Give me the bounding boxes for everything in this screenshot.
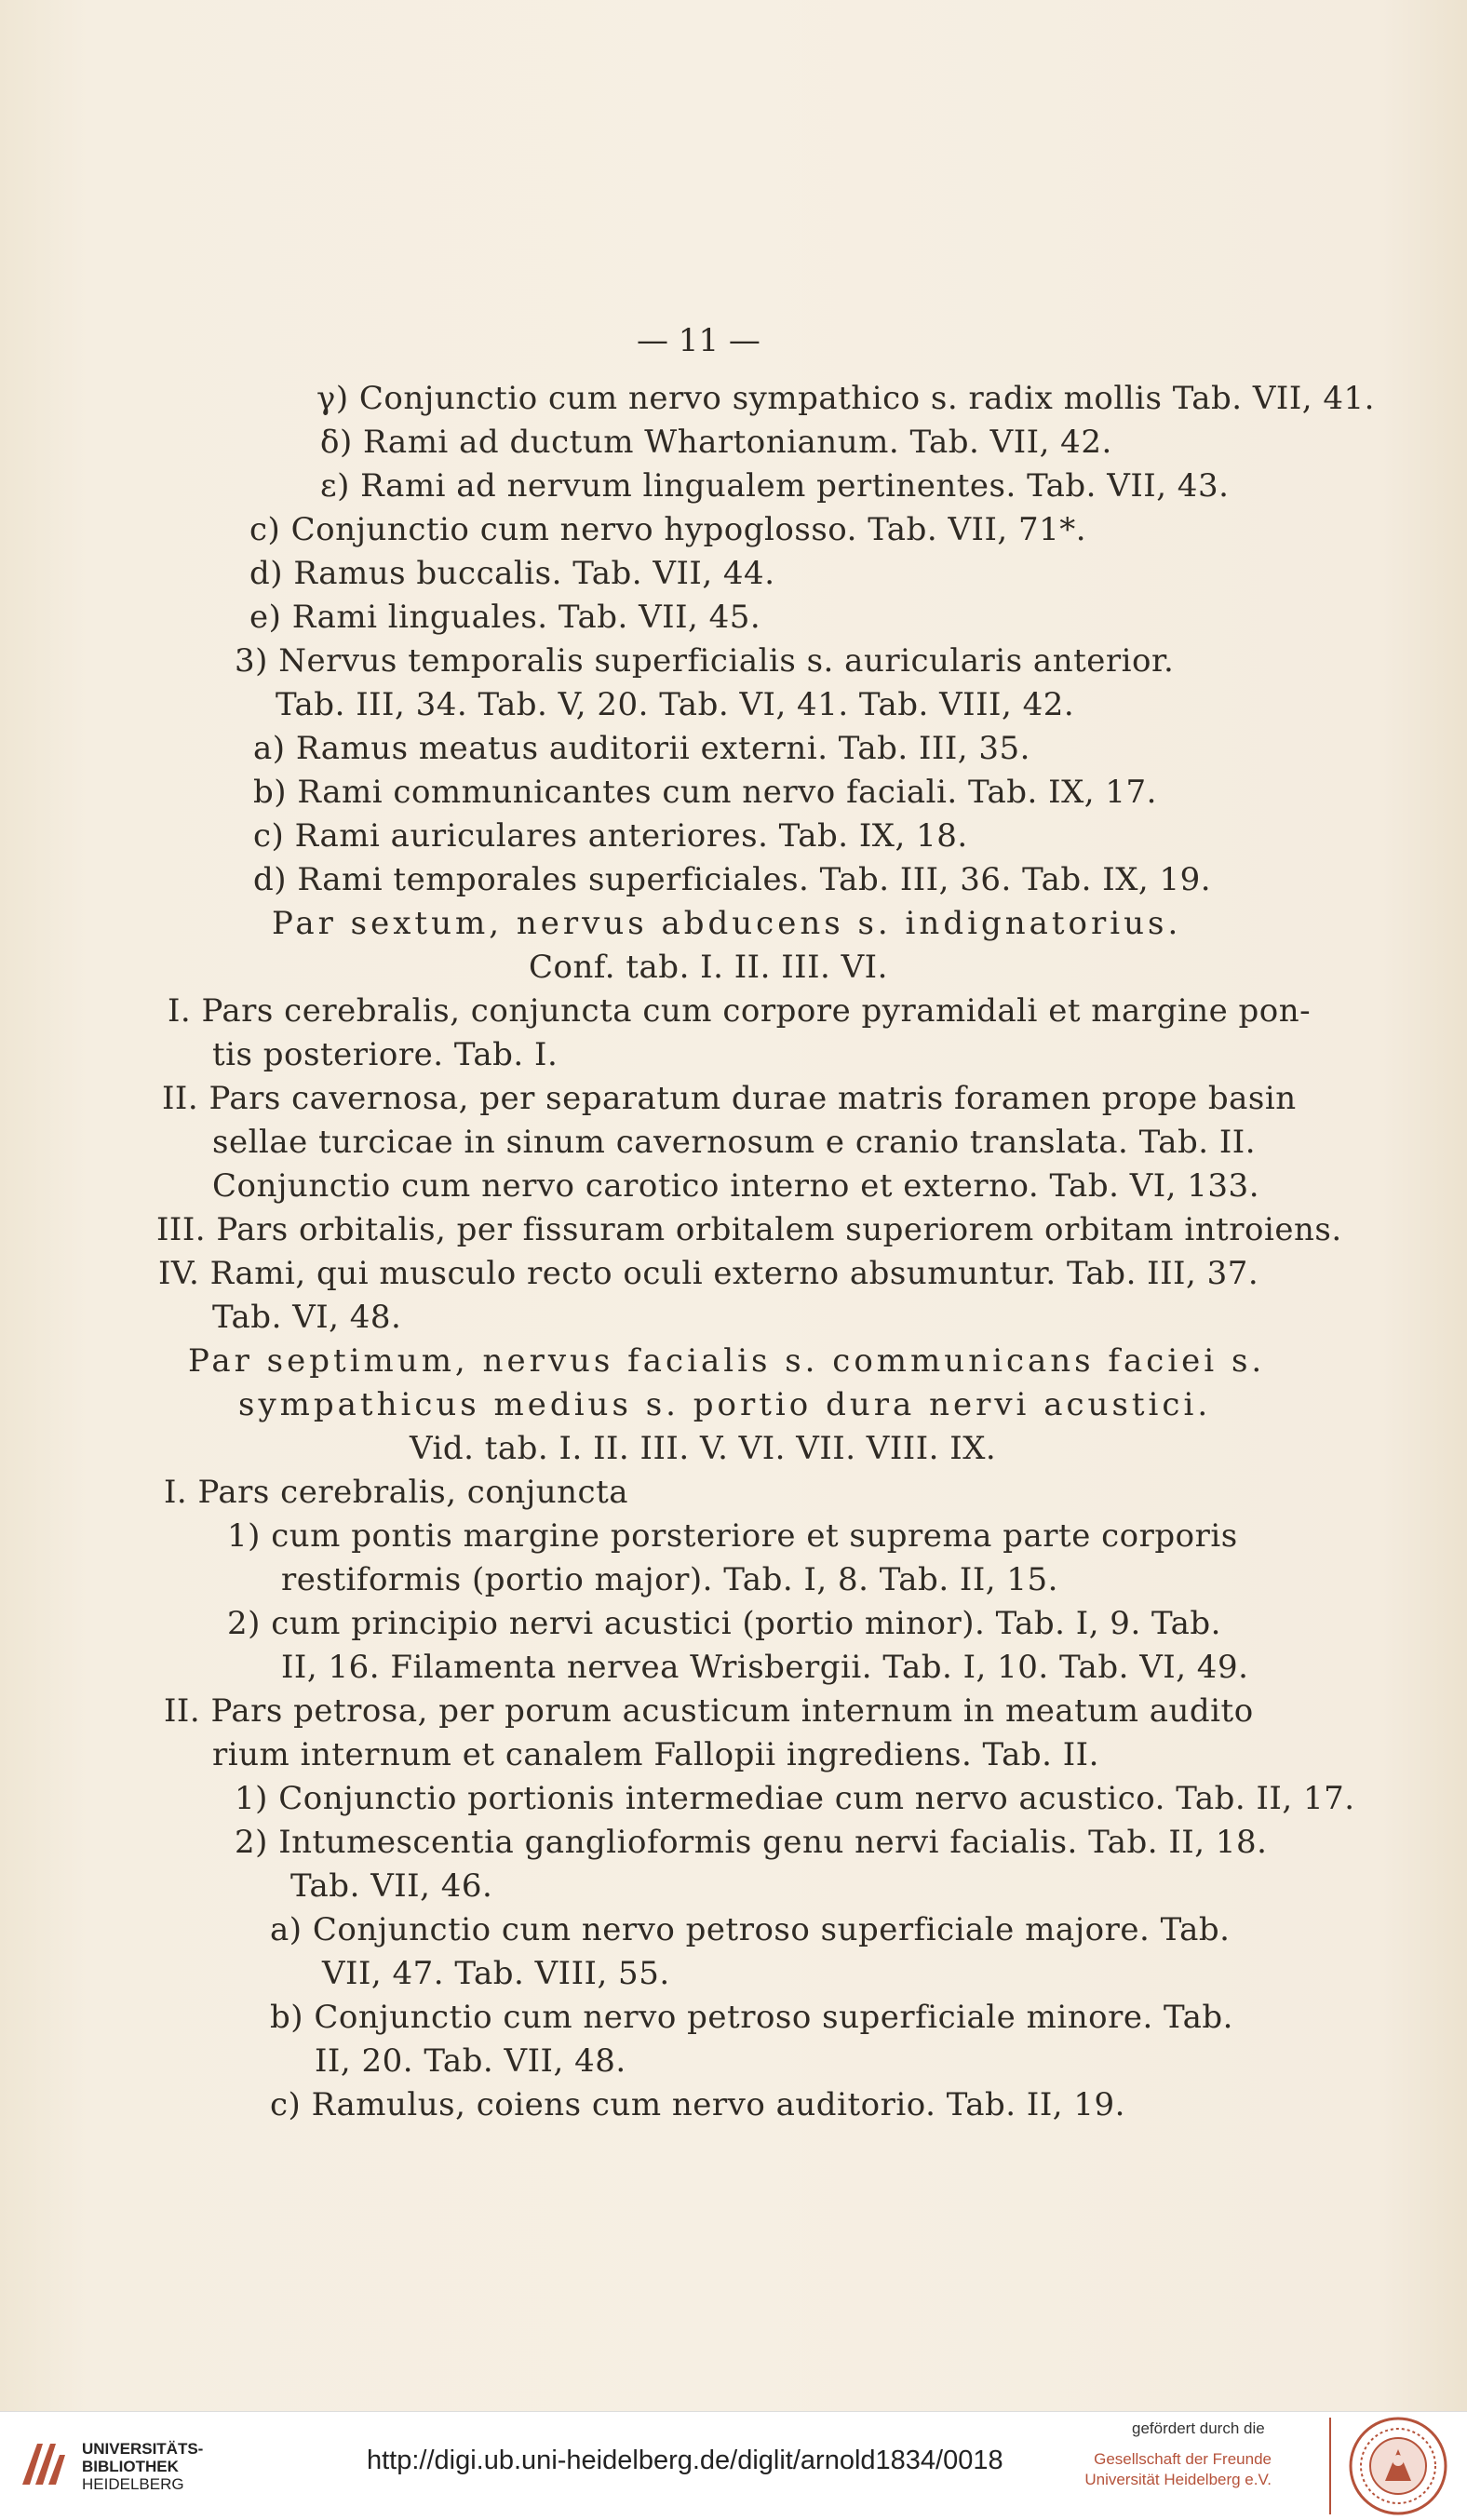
page-number: — 11 — (637, 322, 760, 359)
text-line: rium internum et canalem Fallopii ingrediens. Tab. II. (212, 1736, 1099, 1773)
sponsor-name: Gesellschaft der Freunde Universität Heidelberg e.V. (1084, 2450, 1272, 2488)
text-line: II. Pars petrosa, per porum acusticum internum in meatum audito (164, 1692, 1254, 1730)
text-line: c) Ramulus, coiens cum nervo auditorio. Tab. II, 19. (270, 2086, 1125, 2123)
text-line: I. Pars cerebralis, conjuncta cum corpore pyramidali et margine pon- (168, 992, 1312, 1030)
footer-divider (1329, 2418, 1331, 2514)
text-line: II, 20. Tab. VII, 48. (315, 2042, 626, 2080)
text-line: tis posteriore. Tab. I. (212, 1036, 559, 1073)
text-line: Conf. tab. I. II. III. VI. (529, 949, 888, 986)
text-line: sellae turcicae in sinum cavernosum e cranio translata. Tab. II. (212, 1124, 1257, 1161)
university-seal-icon (1348, 2416, 1448, 2516)
text-line: c) Rami auriculares anteriores. Tab. IX, 18. (253, 817, 968, 855)
text-line: δ) Rami ad ductum Whartonianum. Tab. VII, 42. (320, 424, 1112, 461)
text-line: 3) Nervus temporalis superficialis s. auricularis anterior. (235, 642, 1175, 680)
text-line: II. Pars cavernosa, per separatum durae matris foramen prope basin (162, 1080, 1297, 1117)
text-line: Tab. VI, 48. (212, 1299, 402, 1336)
text-line: a) Conjunctio cum nervo petroso superficiale majore. Tab. (270, 1911, 1231, 1948)
text-line: restiformis (portio major). Tab. I, 8. Tab. II, 15. (281, 1561, 1058, 1598)
text-line: 1) cum pontis margine porsteriore et suprema parte corporis (227, 1517, 1238, 1555)
digitization-footer (0, 2411, 1467, 2520)
text-line: ε) Rami ad nervum lingualem pertinentes. Tab. VII, 43. (320, 467, 1230, 505)
text-line: b) Conjunctio cum nervo petroso superficiale minore. Tab. (270, 1999, 1233, 2036)
sponsor-intro: gefördert durch die (1132, 2419, 1265, 2437)
library-name: UNIVERSITÄTS- BIBLIOTHEK HEIDELBERG (82, 2440, 204, 2493)
text-line: Vid. tab. I. II. III. V. VI. VII. VIII. IX. (410, 1430, 997, 1467)
text-line: γ) Conjunctio cum nervo sympathico s. radix mollis Tab. VII, 41. (316, 380, 1375, 417)
section-heading: Par sextum, nervus abducens s. indignatorius. (272, 905, 1182, 942)
section-heading: sympathicus medius s. portio dura nervi acustici. (238, 1386, 1212, 1423)
text-line: Tab. VII, 46. (290, 1867, 493, 1905)
text-line: 1) Conjunctio portionis intermediae cum nervo acustico. Tab. II, 17. (235, 1780, 1355, 1817)
university-library-logo (13, 2436, 71, 2494)
text-line: e) Rami linguales. Tab. VII, 45. (249, 599, 761, 636)
text-line: Conjunctio cum nervo carotico interno et externo. Tab. VI, 133. (212, 1167, 1259, 1205)
text-line: a) Ramus meatus auditorii externi. Tab. III, 35. (253, 730, 1030, 767)
section-heading: Par septimum, nervus facialis s. communicans faciei s. (188, 1342, 1266, 1380)
text-line: IV. Rami, qui musculo recto oculi externo absumuntur. Tab. III, 37. (158, 1255, 1259, 1292)
text-line: d) Rami temporales superficiales. Tab. III, 36. Tab. IX, 19. (253, 861, 1212, 898)
text-line: I. Pars cerebralis, conjuncta (164, 1474, 629, 1511)
text-line: III. Pars orbitalis, per fissuram orbitalem superiorem orbitam introiens. (156, 1211, 1342, 1248)
text-line: 2) Intumescentia ganglioformis genu nervi facialis. Tab. II, 18. (235, 1824, 1268, 1861)
text-line: b) Rami communicantes cum nervo faciali. Tab. IX, 17. (253, 774, 1157, 811)
text-line: VII, 47. Tab. VIII, 55. (322, 1955, 670, 1992)
text-line: d) Ramus buccalis. Tab. VII, 44. (249, 555, 775, 592)
text-line: 2) cum principio nervi acustici (portio minor). Tab. I, 9. Tab. (227, 1605, 1221, 1642)
permalink-url[interactable]: http://digi.ub.uni-heidelberg.de/diglit/arnold1834/0018 (367, 2446, 1003, 2475)
text-line: c) Conjunctio cum nervo hypoglosso. Tab. VII, 71*. (249, 511, 1087, 548)
text-line: Tab. III, 34. Tab. V, 20. Tab. VI, 41. Tab. VIII, 42. (276, 686, 1075, 723)
text-line: II, 16. Filamenta nervea Wrisbergii. Tab. I, 10. Tab. VI, 49. (281, 1649, 1249, 1686)
